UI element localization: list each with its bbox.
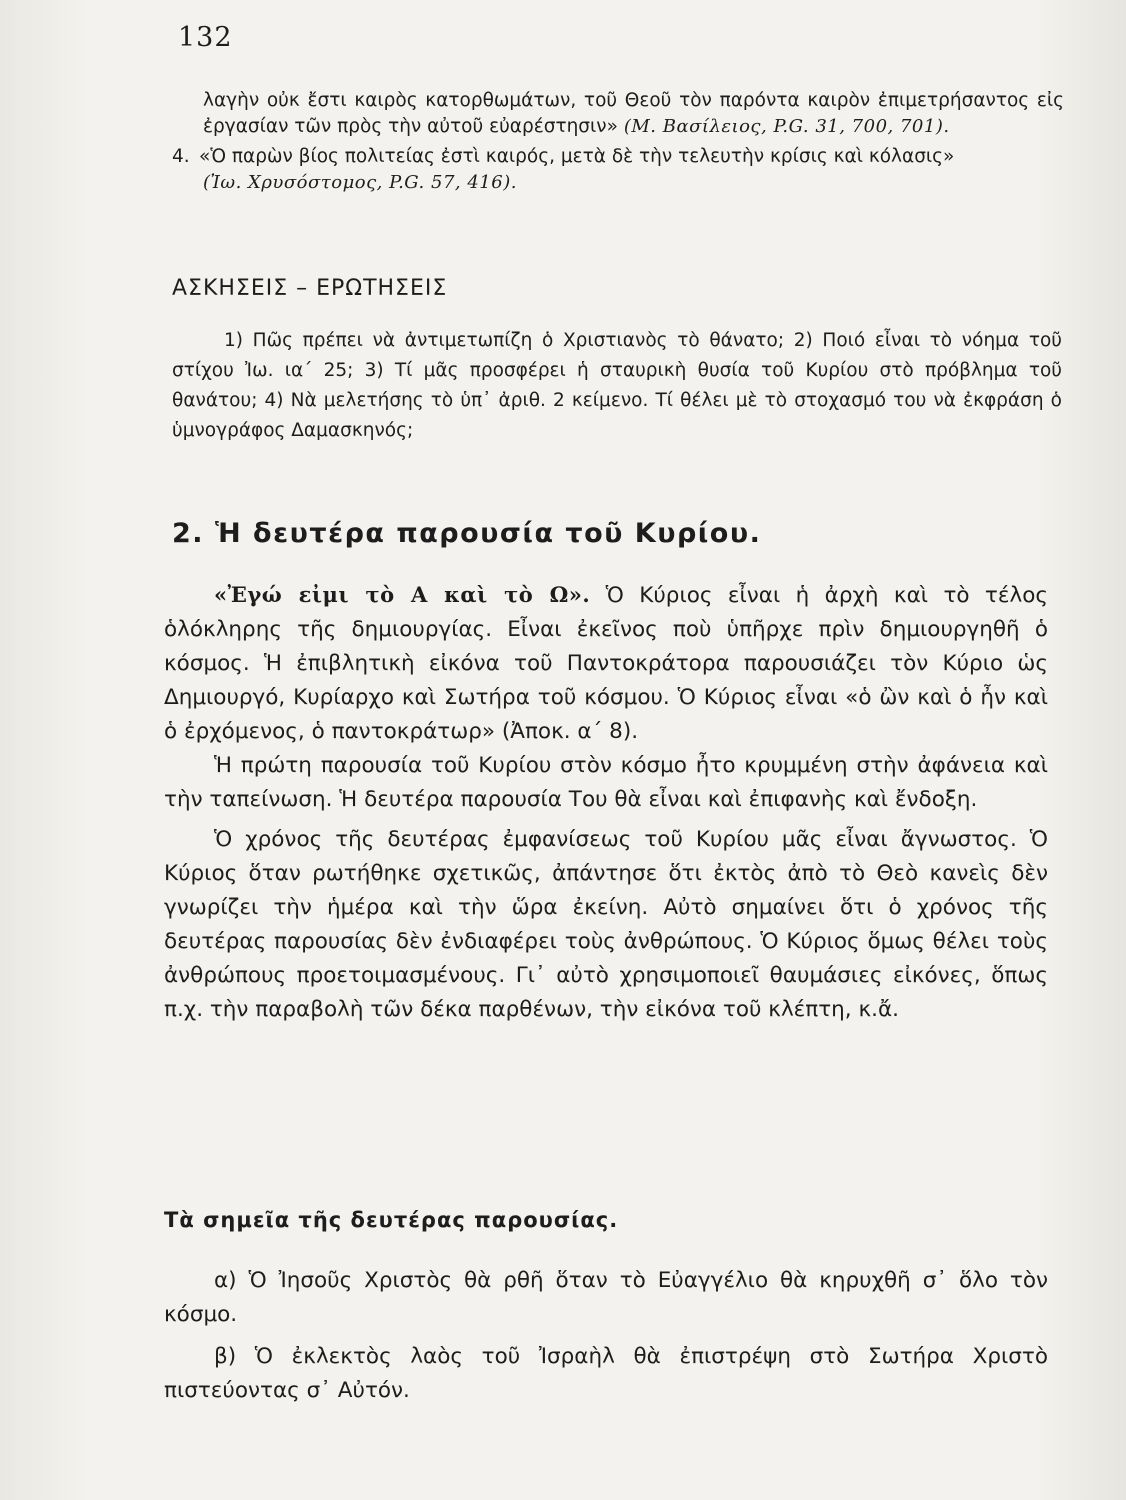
section-body (164, 578, 1048, 1027)
note-4-number: 4. (172, 146, 190, 167)
sign-b: β) Ὁ ἐκλεκτὸς λαὸς τοῦ Ἰσραὴλ θὰ ἐπιστρέψη στὸ Σωτήρα Χριστὸ πιστεύοντας σ᾽ Αὐτόν. (164, 1344, 1048, 1403)
paragraph-2: Ἡ πρώτη παρουσία τοῦ Κυρίου στὸν κόσμο ἦτο κρυμμένη στὴν ἀφάνεια καὶ τὴν ταπείνωση. Ἡ δευτέρα παρουσία Του θὰ εἶναι καὶ ἐπιφανὴς καὶ ἔνδοξη. (164, 753, 1048, 812)
paragraph-1-lead: «Ἐγώ εἰμι τὸ Α καὶ τὸ Ω». (214, 582, 591, 607)
note-4-text: «Ὁ παρὼν βίος πολιτείας ἐστὶ καιρός, μετὰ δὲ τὴν τελευτὴν κρίσις καὶ κόλασις» (199, 146, 955, 167)
note-4-citation: (Ἰω. Χρυσόστομος, P.G. 57, 416). (203, 172, 517, 193)
section-title: 2. Ἡ δευτέρα παρουσία τοῦ Κυρίου. (172, 518, 762, 549)
paragraph-1 (164, 578, 1048, 749)
note-3-citation: (Μ. Βασίλειος, P.G. 31, 700, 701). (623, 116, 950, 137)
exercises-heading: ΑΣΚΗΣΕΙΣ – ΕΡΩΤΗΣΕΙΣ (172, 276, 448, 301)
note-3-text: λαγὴν οὐκ ἔστι καιρὸς κατορθωμάτων, τοῦ Θεοῦ τὸν παρόντα καιρὸν ἐπιμετρήσαντος εἰς ἐργασίαν τῶν πρὸς τὴν αὐτοῦ εὐαρέστησιν» (203, 90, 1064, 137)
paragraph-1-text: Ὁ Κύριος εἶναι ἡ ἀρχὴ καὶ τὸ τέλος ὁλόκληρης τῆς δημιουργίας. Εἶναι ἐκεῖνος ποὺ ὑπῆρχε πρὶν δημιουργηθῆ ὁ κόσμος. Ἡ ἐπιβλητικὴ εἰκόνα τοῦ Παντοκράτορα παρουσιάζει τὸν Κύριο ὡς Δημιουργό, Κυρίαρχο καὶ Σωτήρα τοῦ κόσμου. Ὁ Κύριος εἶναι «ὁ ὢν καὶ ὁ ἦν καὶ ὁ ἐρχόμενος, ὁ παντοκράτωρ» (Ἀποκ. α´ 8). (164, 583, 1048, 744)
page-number: 132 (178, 22, 233, 53)
note-3-continuation (172, 88, 1064, 140)
paragraph-3: Ὁ χρόνος τῆς δευτέρας ἐμφανίσεως τοῦ Κυρίου μᾶς εἶναι ἄγνωστος. Ὁ Κύριος ὅταν ρωτήθηκε σχετικῶς, ἀπάντησε ὅτι ἐκτὸς ἀπὸ τὸ Θεὸ κανεὶς δὲν γνωρίζει τὴν ἡμέρα καὶ τὴν ὥρα ἐκείνη. Αὐτὸ σημαίνει ὅτι ὁ χρόνος τῆς δευτέρας παρουσίας δὲν ἐνδιαφέρει τοὺς ἀνθρώπους. Ὁ Κύριος ὅμως θέλει τοὺς ἀνθρώπους προετοιμασμένους. Γι᾽ αὐτὸ χρησιμοποιεῖ θαυμάσιες εἰκόνες, ὅπως π.χ. τὴν παραβολὴ τῶν δέκα παρθένων, τὴν εἰκόνα τοῦ κλέπτη, κ.ἄ. (164, 827, 1048, 1022)
exercises-text: 1) Πῶς πρέπει νὰ ἀντιμετωπίζη ὁ Χριστιανὸς τὸ θάνατο; 2) Ποιό εἶναι τὸ νόημα τοῦ στίχου Ἰω. ια´ 25; 3) Τί μᾶς προσφέρει ἡ σταυρικὴ θυσία τοῦ Κυρίου στὸ πρόβλημα τοῦ θανάτου; 4) Νὰ μελετήσης τὸ ὑπ᾽ ἀριθ. 2 κείμενο. Τί θέλει μὲ τὸ στοχασμό του νὰ ἐκφράση ὁ ὑμνογράφος Δαμασκηνός; (172, 330, 1062, 441)
sign-a: α) Ὁ Ἰησοῦς Χριστὸς θὰ ρθῆ ὅταν τὸ Εὐαγγέλιο θὰ κηρυχθῆ σ᾽ ὅλο τὸν κόσμο. (164, 1268, 1048, 1327)
signs-heading: Τὰ σημεῖα τῆς δευτέρας παρουσίας. (164, 1208, 619, 1232)
signs-list (164, 1264, 1048, 1416)
note-4 (172, 144, 1064, 196)
footnotes (172, 88, 1064, 200)
